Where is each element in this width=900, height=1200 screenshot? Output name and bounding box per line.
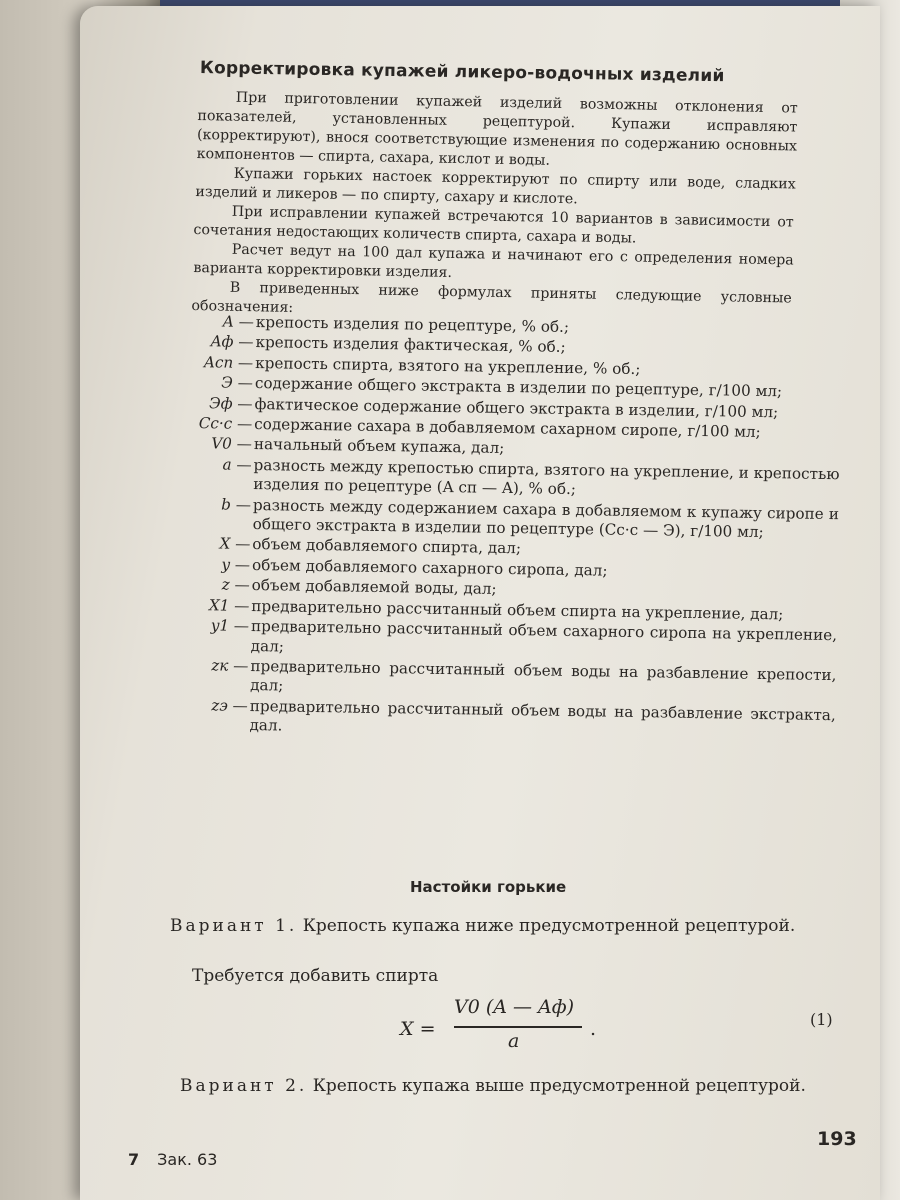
paragraph-intro: При приготовлении купажей изделий возможны отклонения от показателей, установленных рецептурой. Купажи исправляют (корректируют), внося соответствующие изменения по содержанию основных компонентов — спирта, сахара, кислот и воды.: [196, 89, 798, 169]
notation-symbol: zк —: [211, 656, 249, 675]
notation-text: объем добавляемого сахарного сиропа, дал;: [251, 555, 608, 580]
sheet-number: 7: [128, 1150, 140, 1169]
book-page: [80, 6, 880, 1200]
section-title: Настойки горькие: [410, 878, 567, 896]
paragraph-notation: В приведенных ниже формулах приняты следующие условные обозначения:: [191, 279, 792, 316]
notation-symbol: Эф —: [208, 393, 253, 413]
variant-1-label: Вариант 1.: [170, 916, 298, 936]
notation-symbol: a —: [222, 455, 252, 474]
notation-symbol: Aсп —: [203, 353, 254, 372]
notation-text: крепость изделия фактическая, % об.;: [255, 333, 566, 357]
page-heading: Корректировка купажей ликеро-водочных изделий: [199, 58, 725, 87]
formula-lhs: X =: [400, 1018, 436, 1040]
formula-number: (1): [810, 1010, 833, 1029]
notation-text: предварительно рассчитанный объем воды на разбавление экстракта, дал.: [249, 696, 836, 735]
formula-denominator: a: [508, 1030, 520, 1052]
paragraph-variants: При исправлении купажей встречаются 10 вариантов в зависимости от сочетания недостающих количеств спирта, сахара и воды.: [193, 203, 794, 247]
paragraph-bitter: Купажи горьких настоек корректируют по спирту или воде, сладких изделий и ликеров — по спирту, сахару и кислоте.: [195, 165, 796, 208]
notation-symbol: X1 —: [208, 595, 250, 615]
notation-symbol: Э —: [221, 373, 254, 393]
notation-symbol: z —: [221, 575, 250, 595]
notation-text: начальный объем купажа, дал;: [253, 435, 505, 458]
notation-text: крепость изделия по рецептуре, % об.;: [255, 313, 570, 336]
formula-numerator: V0 (A — Aф): [454, 996, 575, 1018]
paragraph-calculation: Расчет ведут на 100 дал купажа и начинают его с определения номера варианта корректировки изделия.: [193, 241, 794, 281]
variant-2-paragraph: [180, 1074, 860, 1098]
notation-text: крепость спирта, взятого на укрепление, % об.;: [255, 353, 641, 378]
printer-signature: [128, 1150, 217, 1169]
notation-text: предварительно рассчитанный объем спирта на укрепление, дал;: [251, 596, 784, 624]
notation-text: фактическое содержание общего экстракта в изделии, г/100 мл;: [254, 394, 779, 421]
notation-text: разность между крепостью спирта, взятого на укрепление, и крепостью изделия по рецептуре (A сп — A), % об.;: [253, 455, 840, 499]
page-number: 193: [817, 1128, 857, 1150]
notation-symbol: A —: [222, 312, 254, 331]
notation-symbol: Aф —: [210, 332, 254, 352]
notation-text: содержание сахара в добавляемом сахарном сиропе, г/100 мл;: [254, 415, 761, 441]
notation-symbol: X —: [219, 534, 251, 554]
formula-1: [380, 996, 880, 1056]
notation-text: объем добавляемой воды, дал;: [251, 576, 497, 599]
notation-text: предварительно рассчитанный объем воды на разбавление крепости, дал;: [250, 656, 837, 695]
notation-symbol: y1 —: [210, 616, 250, 636]
notation-text: содержание общего экстракта в изделии по рецептуре, г/100 мл;: [254, 374, 783, 401]
notation-symbol: V0 —: [211, 434, 253, 454]
notation-symbol: Cс·с —: [198, 414, 253, 433]
requirement-text: Требуется добавить спирта: [192, 966, 439, 986]
variant-2-text: Крепость купажа выше предусмотренной рецептурой.: [312, 1076, 806, 1096]
notation-symbol: zэ —: [211, 696, 248, 715]
variant-1-text: Крепость купажа ниже предусмотренной рецептурой.: [302, 916, 796, 936]
notation-text: предварительно рассчитанный объем сахарного сиропа на укрепление, дал;: [250, 617, 838, 655]
formula-terminator: .: [590, 1018, 597, 1040]
order-number: Зак. 63: [157, 1150, 218, 1169]
fraction-bar: [454, 1026, 582, 1028]
notation-list: [185, 312, 842, 746]
variant-1-paragraph: [170, 914, 850, 938]
notation-symbol: b —: [221, 495, 252, 514]
notation-symbol: y —: [221, 555, 251, 574]
notation-text: объем добавляемого спирта, дал;: [252, 535, 522, 558]
notation-text: разность между содержанием сахара в добавляемом к купажу сиропе и общего экстракта в изделии по рецептуре (Cс·с — Э), г/100 мл;: [252, 495, 840, 542]
variant-2-label: Вариант 2.: [180, 1076, 308, 1096]
